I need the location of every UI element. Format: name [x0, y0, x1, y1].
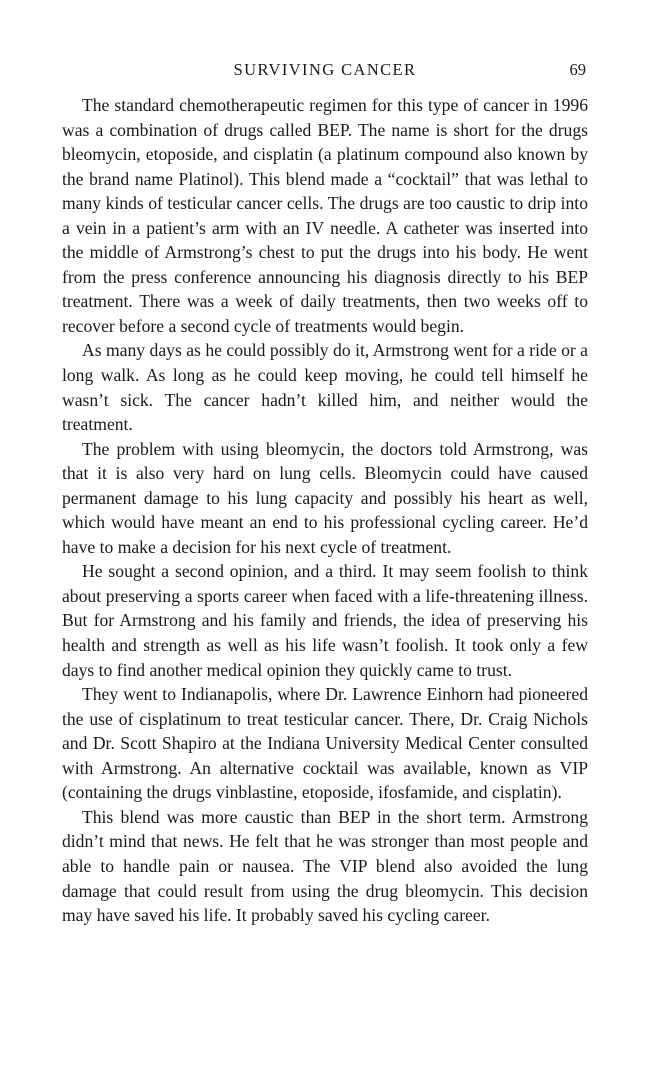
paragraph-vip-blend: This blend was more caustic than BEP in the short term. Armstrong didn’t mind that news. He felt that he was stronger than most people and able to handle pain or nausea. The VIP blend also avoided the lung damage that could result from using the drug bleomycin. This decision may have saved his life. It probably saved his cycling career. [62, 806, 588, 926]
paragraph-second-opinion: He sought a second opinion, and a third. It may seem foolish to think about preserving a sports career when faced with a life-threatening illness. But for Armstrong and his family and friends, the idea of preserving his health and strength as well as his life wasn’t foolish. It took only a few days to find another medical opinion they quickly came to trust. [62, 561, 588, 680]
paragraph-riding: As many days as he could possibly do it, Armstrong went for a ride or a long walk. As long as he could keep moving, he could tell himself he wasn’t sick. The cancer hadn’t killed him, and neither would the treatment. [62, 340, 588, 435]
paragraph-indianapolis: They went to Indianapolis, where Dr. Lawrence Einhorn had pioneered the use of cisplatinum to treat testicular cancer. There, Dr. Craig Nichols and Dr. Scott Shapiro at the Indiana University Medical Center consulted with Armstrong. An alternative cocktail was available, known as VIP (containing the drugs vinblastine, etoposide, ifosfamide, and cisplatin). [62, 684, 588, 803]
running-title: SURVIVING CANCER [233, 60, 417, 79]
running-header [62, 58, 588, 82]
page-number: 69 [569, 60, 586, 79]
body-text [62, 93, 588, 928]
paragraph-bleomycin-risk: The problem with using bleomycin, the doctors told Armstrong, was that it is also very hard on lung cells. Bleomycin could have caused permanent damage to his lung capacity and possibly his heart as well, which would have meant an end to his professional cycling career. He’d have to make a decision for his next cycle of treatment. [62, 438, 588, 557]
paragraph-bep-regimen: The standard chemotherapeutic regimen for this type of cancer in 1996 was a combination of drugs called BEP. The name is short for the drugs bleomycin, etoposide, and cisplatin (a platinum compound also known by the brand name Platinol). This blend made a “cocktail” that was lethal to many kinds of testicular cancer cells. The drugs are too caustic to drip into a vein in a patient’s arm with an IV needle. A catheter was inserted into the middle of Armstrong’s chest to put the drugs into his body. He went from the press conference announcing his diagnosis directly to his BEP treatment. There was a week of daily treatments, then two weeks off to recover before a second cycle of treatments would begin. [62, 95, 588, 336]
